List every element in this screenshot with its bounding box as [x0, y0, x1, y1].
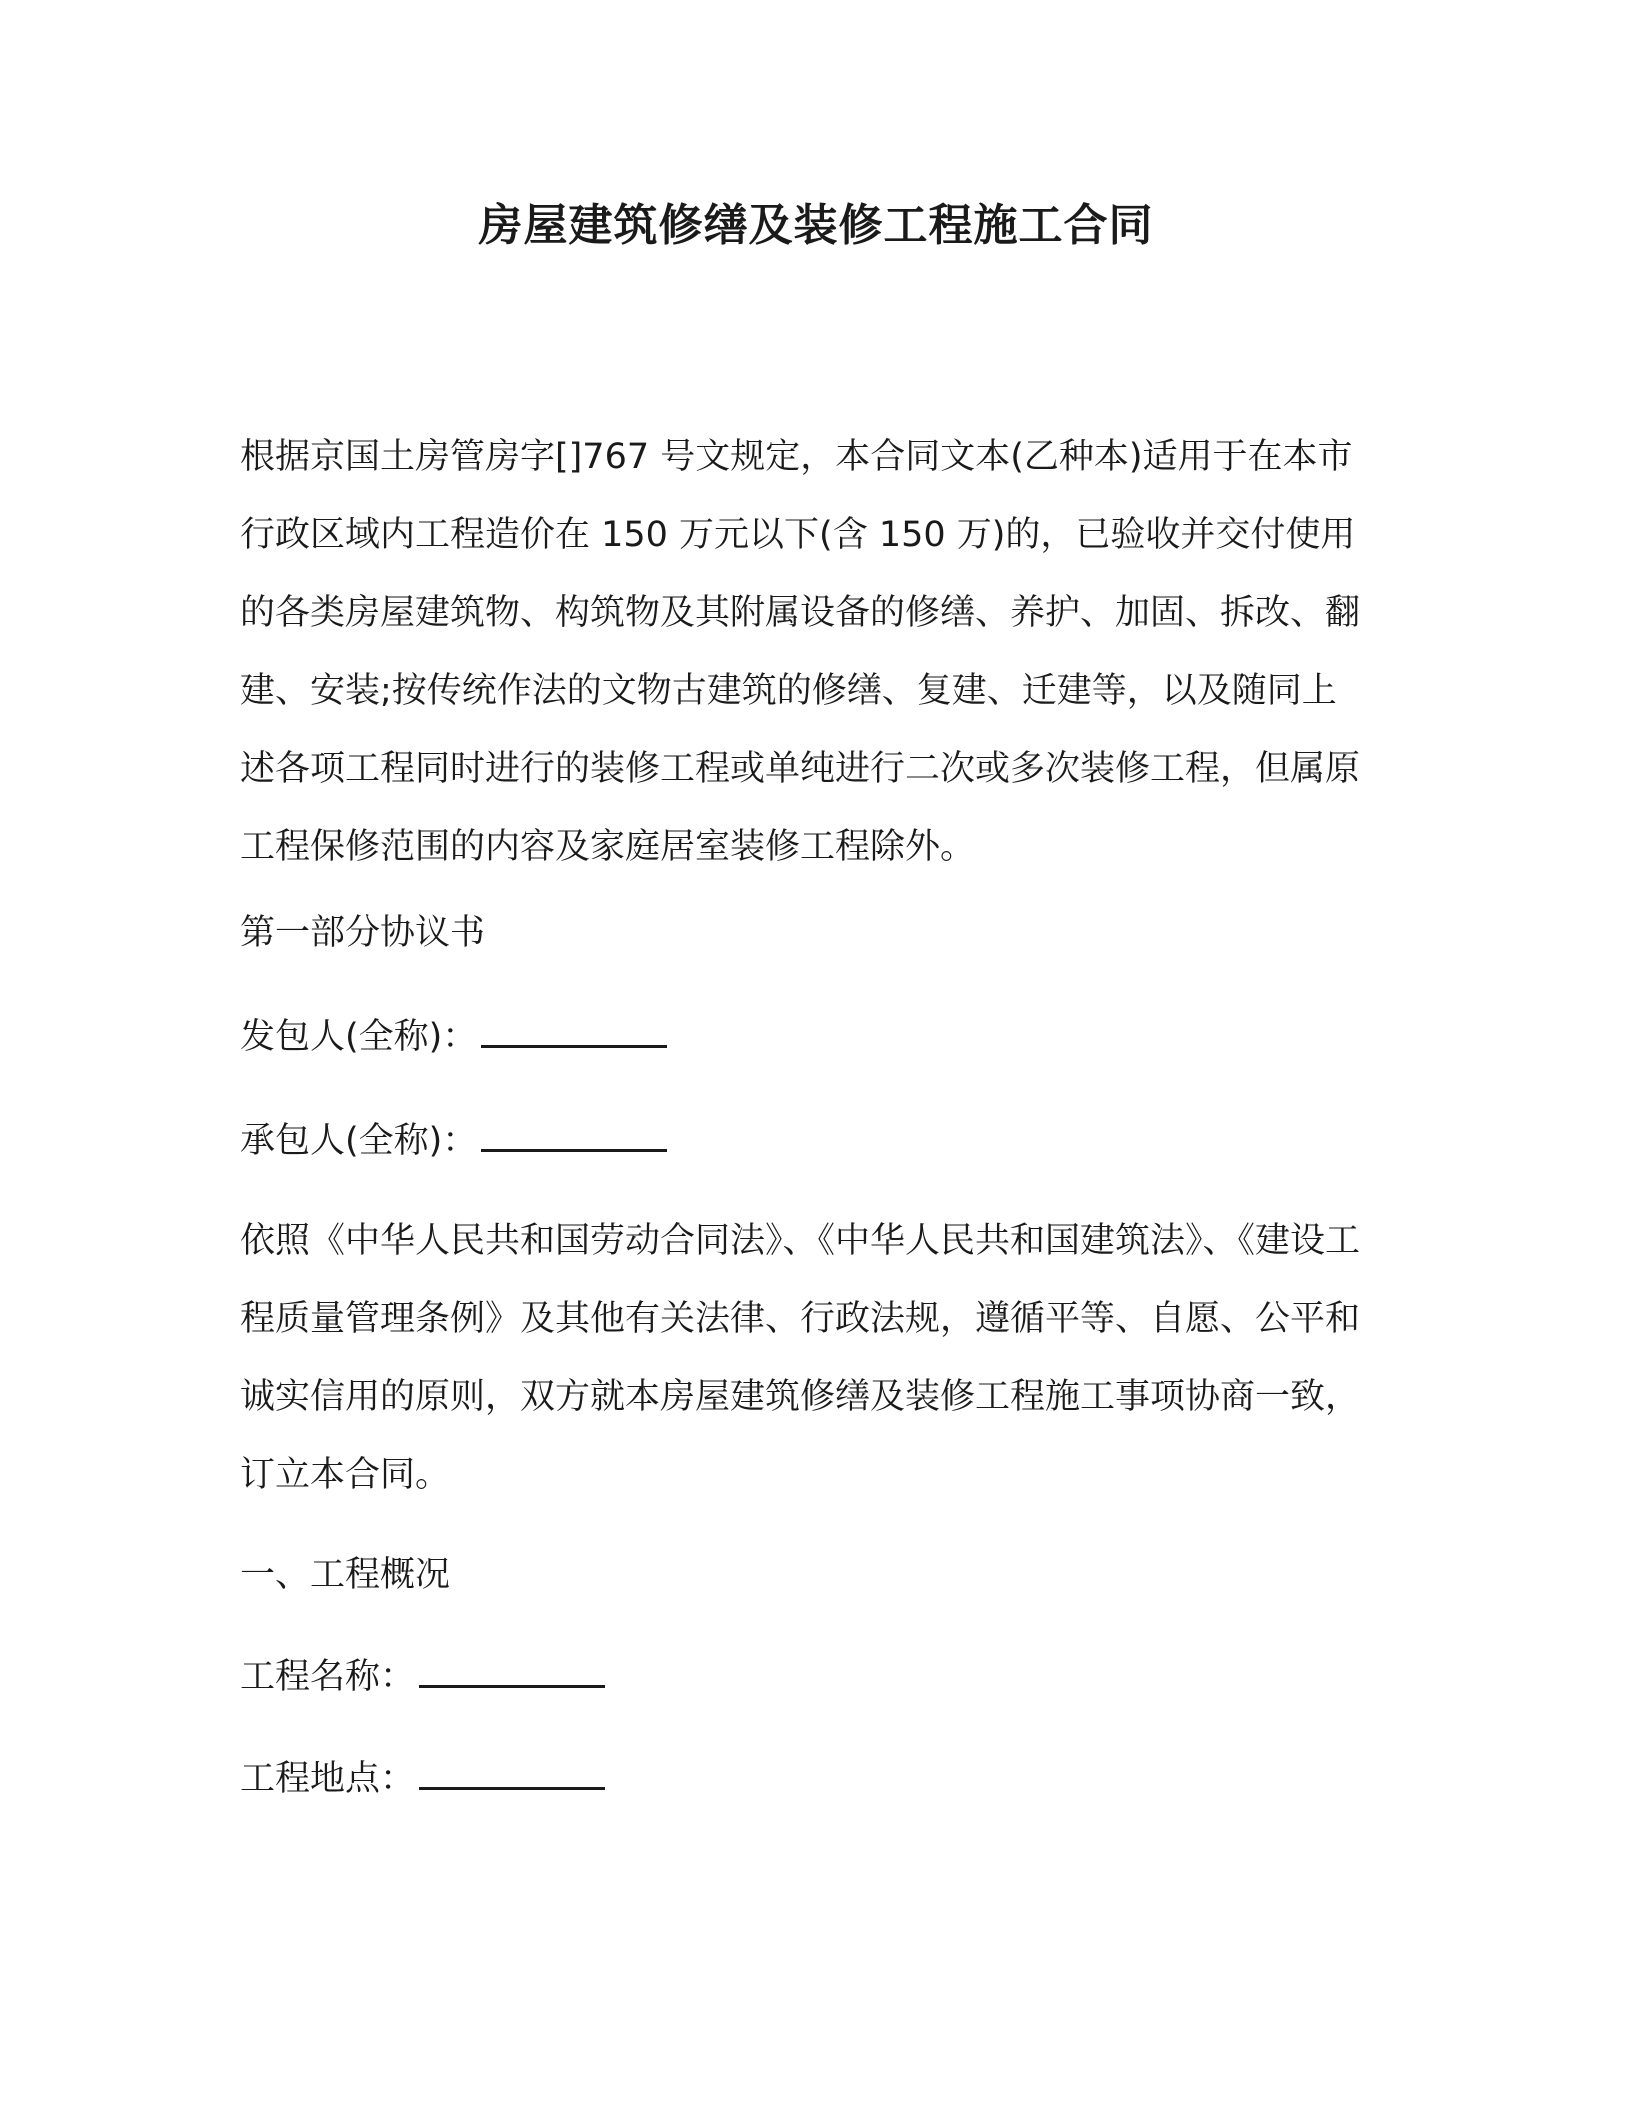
employer-line: [240, 998, 1370, 1076]
section-one-heading: 一、工程概况: [240, 1555, 451, 1595]
project-name-label: 工程名称：: [240, 1657, 416, 1697]
project-location-label: 工程地点：: [240, 1759, 416, 1799]
employer-label: 发包人(全称)：: [240, 1017, 478, 1057]
document-title: 房屋建筑修缮及装修工程施工合同: [478, 200, 1154, 251]
project-location-blank: [419, 1763, 605, 1790]
part-one-heading: 第一部分协议书: [240, 913, 486, 953]
project-name-blank: [419, 1661, 605, 1688]
contractor-blank: [481, 1125, 667, 1152]
contractor-line: [240, 1102, 1370, 1180]
project-location-line: [240, 1740, 1370, 1818]
project-name-line: [240, 1638, 1370, 1716]
intro-paragraph: 根据京国土房管房字[]767 号文规定，本合同文本(乙种本)适用于在本市行政区域内工程造价在 150 万元以下(含 150 万)的，已验收并交付使用的各类房屋建筑物、构筑物及其附属设备的修缮、养护、加固、拆改、翻建、安装;按传统作法的文物古建筑的修缮、复建、迁建等，以及随同上述各项工程同时进行的装修工程或单纯进行二次或多次装修工程，但属原工程保修范围的内容及家庭居室装修工程除外。: [240, 437, 1361, 867]
contractor-label: 承包人(全称)：: [240, 1121, 478, 1161]
legal-basis-paragraph: 依照《中华人民共和国劳动合同法》、《中华人民共和国建筑法》、《建设工程质量管理条例》及其他有关法律、行政法规，遵循平等、自愿、公平和诚实信用的原则，双方就本房屋建筑修缮及装修工程施工事项协商一致，订立本合同。: [240, 1221, 1361, 1495]
employer-blank: [481, 1021, 667, 1048]
